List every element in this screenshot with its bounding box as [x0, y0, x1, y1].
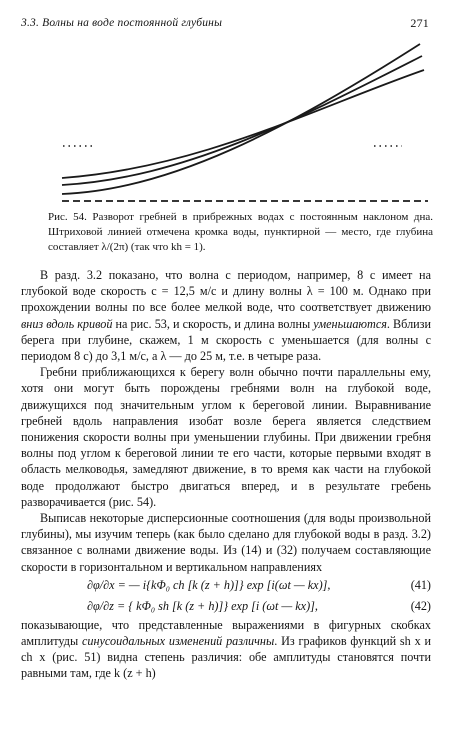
paragraph: Выписав некоторые дисперсионные соотношения (для воды произвольной глубины), мы изучим теперь (как было сделано для глубокой воды в разд. 3.2) связанное с волнами движение воды. Из (14) и (32) получаем составляющие скорости в горизонтальном и вертикальном направлениях: [21, 511, 431, 574]
equation-41: ∂φ/∂x = — i{kΦ₀ ch [k (z + h)]} exp [i(ωt — kx)], (41): [21, 575, 431, 596]
paragraph: Гребни приближающихся к берегу волн обычно почти параллельны ему, хотя они могут быть порождены гребнями волн на глубокой воде, движущихся под значительным углом к береговой линии. Выравнивание гребней вдоль направления изобат возле берега является следствием понижения скорости волны при уменьшении глубины. При движении гребня волны под углом к береговой линии те его части, которые первыми входят в область мелководья, замедляют движение, в то время как части на глубокой воде продолжают быстро двигаться вперед, и в результате гребень разворачивается (рис. 54).: [21, 365, 431, 509]
wave-crest-figure: [0, 0, 454, 210]
equation-number: (42): [410, 598, 431, 613]
figure-caption: Рис. 54. Разворот гребней в прибрежных водах с постоянным наклоном дна. Штриховой линией отмечена кромка воды, пунктирной — место, где глубина составляет λ/(2π) (так что kh = 1).: [48, 211, 433, 253]
page-number: 271: [410, 16, 429, 30]
equation-number: (41): [410, 577, 431, 592]
section-title: 3.3. Волны на воде постоянной глубины: [21, 17, 223, 29]
body-text: [21, 267, 431, 682]
equation-42: ∂φ/∂z = { kΦ₀ sh [k (z + h)]} exp [i (ωt — kx)], (42): [21, 596, 431, 617]
paragraph: показывающие, что представленные выражениями в фигурных скобках амплитуды синусоидальных изменений различны. Из графиков функций sh x и ch x (рис. 51) видна степень различия: обе амплитуды становятся почти равными там, где k (z + h): [21, 617, 431, 681]
wave-crest-line-3: [62, 70, 424, 178]
paragraph: В разд. 3.2 показано, что волна с периодом, например, 8 с имеет на глубокой воде скорость c = 12,5 м/с и длину волны λ = 100 м. Однако при прохождении волны по все более мелкой воде, что соответствует движению вниз вдоль кривой на рис. 53, и скорость, и длина волны уменьшаются. Вблизи берега при глубине, скажем, 1 м скорость c уменьшается (для волны с периодом 8 с) до 3,1 м/с, а λ — до 25 м, т.е. в четыре раза.: [21, 268, 432, 364]
